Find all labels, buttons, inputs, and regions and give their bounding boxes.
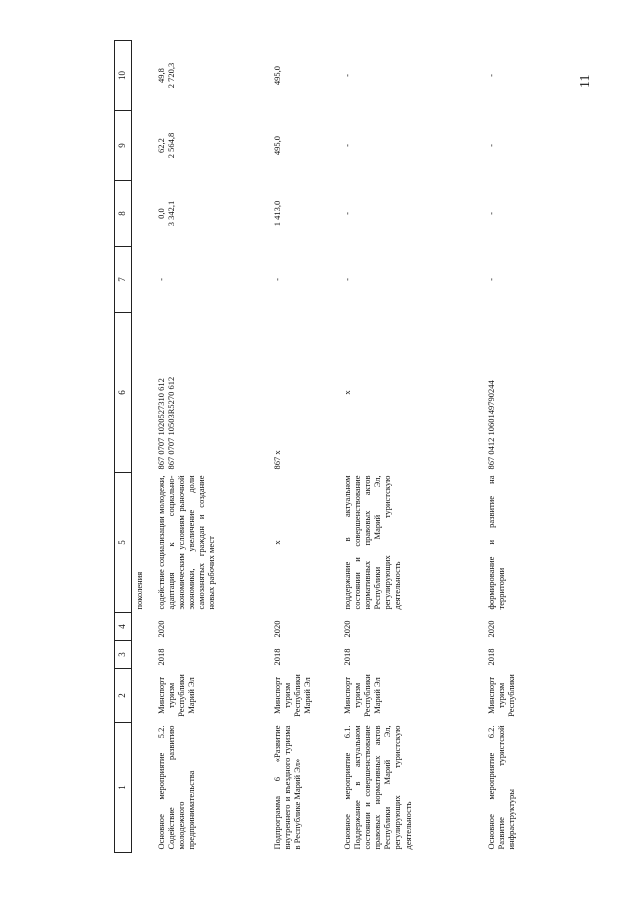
- cell-end-year: 2020: [341, 620, 352, 638]
- cell-col9: [132, 111, 154, 181]
- cell-col9: -: [485, 144, 496, 147]
- table-row: [270, 41, 340, 853]
- program-table: [114, 40, 534, 853]
- cell-end-year: [132, 613, 154, 641]
- col-header-8: 8: [115, 181, 132, 247]
- cell-col8: 1 413,0: [271, 200, 282, 227]
- cell-col9: 495,0: [271, 135, 282, 156]
- cell-col10: -: [341, 74, 352, 77]
- col-header-5: 5: [115, 473, 132, 613]
- cell-col8: 0,0 3 342,1: [155, 200, 176, 227]
- table-row: [154, 41, 270, 853]
- cell-codes: [132, 313, 154, 473]
- col-header-7: 7: [115, 247, 132, 313]
- rotated-table-container: [114, 41, 532, 853]
- col-header-6: 6: [115, 313, 132, 473]
- cell-start-year: 2018: [341, 648, 352, 666]
- cell-executor: [132, 669, 154, 723]
- cell-end-year: 2020: [485, 620, 496, 638]
- cell-col8: -: [485, 212, 496, 215]
- cell-col7: -: [485, 278, 496, 281]
- cell-executor: Минспорт туризм Республики: [485, 674, 516, 717]
- cell-executor: Минспорт туризм Республики Марий Эл: [341, 674, 383, 717]
- cell-col10: 49,8 2 720,3: [155, 62, 176, 89]
- cell-start-year: 2018: [485, 648, 496, 666]
- cell-col10: 495,0: [271, 65, 282, 86]
- cell-codes: 867 0707 1020527310 612 867 0707 10503R5270 612: [155, 376, 176, 470]
- cell-start-year: 2018: [271, 648, 282, 666]
- cell-result: содействие социализации молодежи, адаптация к социально-экономическим условиям рыночной экономики, увеличение доли самозанятых граждан и создание новых рабочих мест: [155, 475, 217, 610]
- cell-start-year: [132, 641, 154, 669]
- col-header-1: 1: [115, 723, 132, 853]
- col-header-4: 4: [115, 613, 132, 641]
- cell-col10: -: [485, 74, 496, 77]
- cell-codes: 867 х: [271, 450, 282, 470]
- cell-start-year: 2018: [155, 648, 166, 666]
- cell-col9: 62,2 2 564,8: [155, 132, 176, 159]
- cell-result: поддержание в актуальном состоянии и совершенствование нормативных правовых актов Республики Марий Эл, регулирующих туристскую деятельность: [341, 475, 403, 610]
- cell-result: х: [271, 540, 282, 545]
- col-header-3: 3: [115, 641, 132, 669]
- cell-executor: Минспорт туризм Республики Марий Эл: [271, 674, 313, 717]
- page-number: 11: [578, 74, 593, 88]
- table-row: [340, 41, 484, 853]
- col-header-2: 2: [115, 669, 132, 723]
- table-row: [484, 41, 534, 853]
- cell-col8: [132, 181, 154, 247]
- cell-codes: х: [341, 390, 352, 395]
- cell-executor: Минспорт туризм Республики Марий Эл: [155, 674, 197, 717]
- cell-event: Основное мероприятие 5.2. Содействие развитию молодежного предпринимательства: [155, 725, 197, 850]
- col-header-10: 10: [115, 41, 132, 111]
- cell-codes: 867 0412 1060149790244: [485, 380, 496, 470]
- cell-col9: -: [341, 144, 352, 147]
- cell-event: [132, 723, 154, 853]
- cell-event: Подпрограмма 6 «Развитие внутреннего и въездного туризма в Республике Марий Эл»: [271, 725, 302, 850]
- cell-col7: -: [155, 278, 166, 281]
- cell-event: Основное мероприятие 6.1. Поддержание в актуальном состоянии и совершенствование правовых нормативных актов Республики Марий Эл, регулирующих туристскую деятельность: [341, 725, 413, 850]
- cell-result: поколения: [134, 571, 144, 610]
- table-row: [132, 41, 154, 853]
- cell-end-year: 2020: [155, 620, 166, 638]
- cell-col7: [132, 247, 154, 313]
- col-header-9: 9: [115, 111, 132, 181]
- cell-event: Основное мероприятие 6.2. Развитие туристской инфраструктуры: [485, 725, 516, 850]
- column-number-header: [115, 41, 132, 853]
- cell-col10: [132, 41, 154, 111]
- cell-col8: -: [341, 212, 352, 215]
- cell-result: формирование и развитие на территории: [485, 475, 506, 610]
- cell-col7: -: [341, 278, 352, 281]
- cell-col7: -: [271, 278, 282, 281]
- cell-end-year: 2020: [271, 620, 282, 638]
